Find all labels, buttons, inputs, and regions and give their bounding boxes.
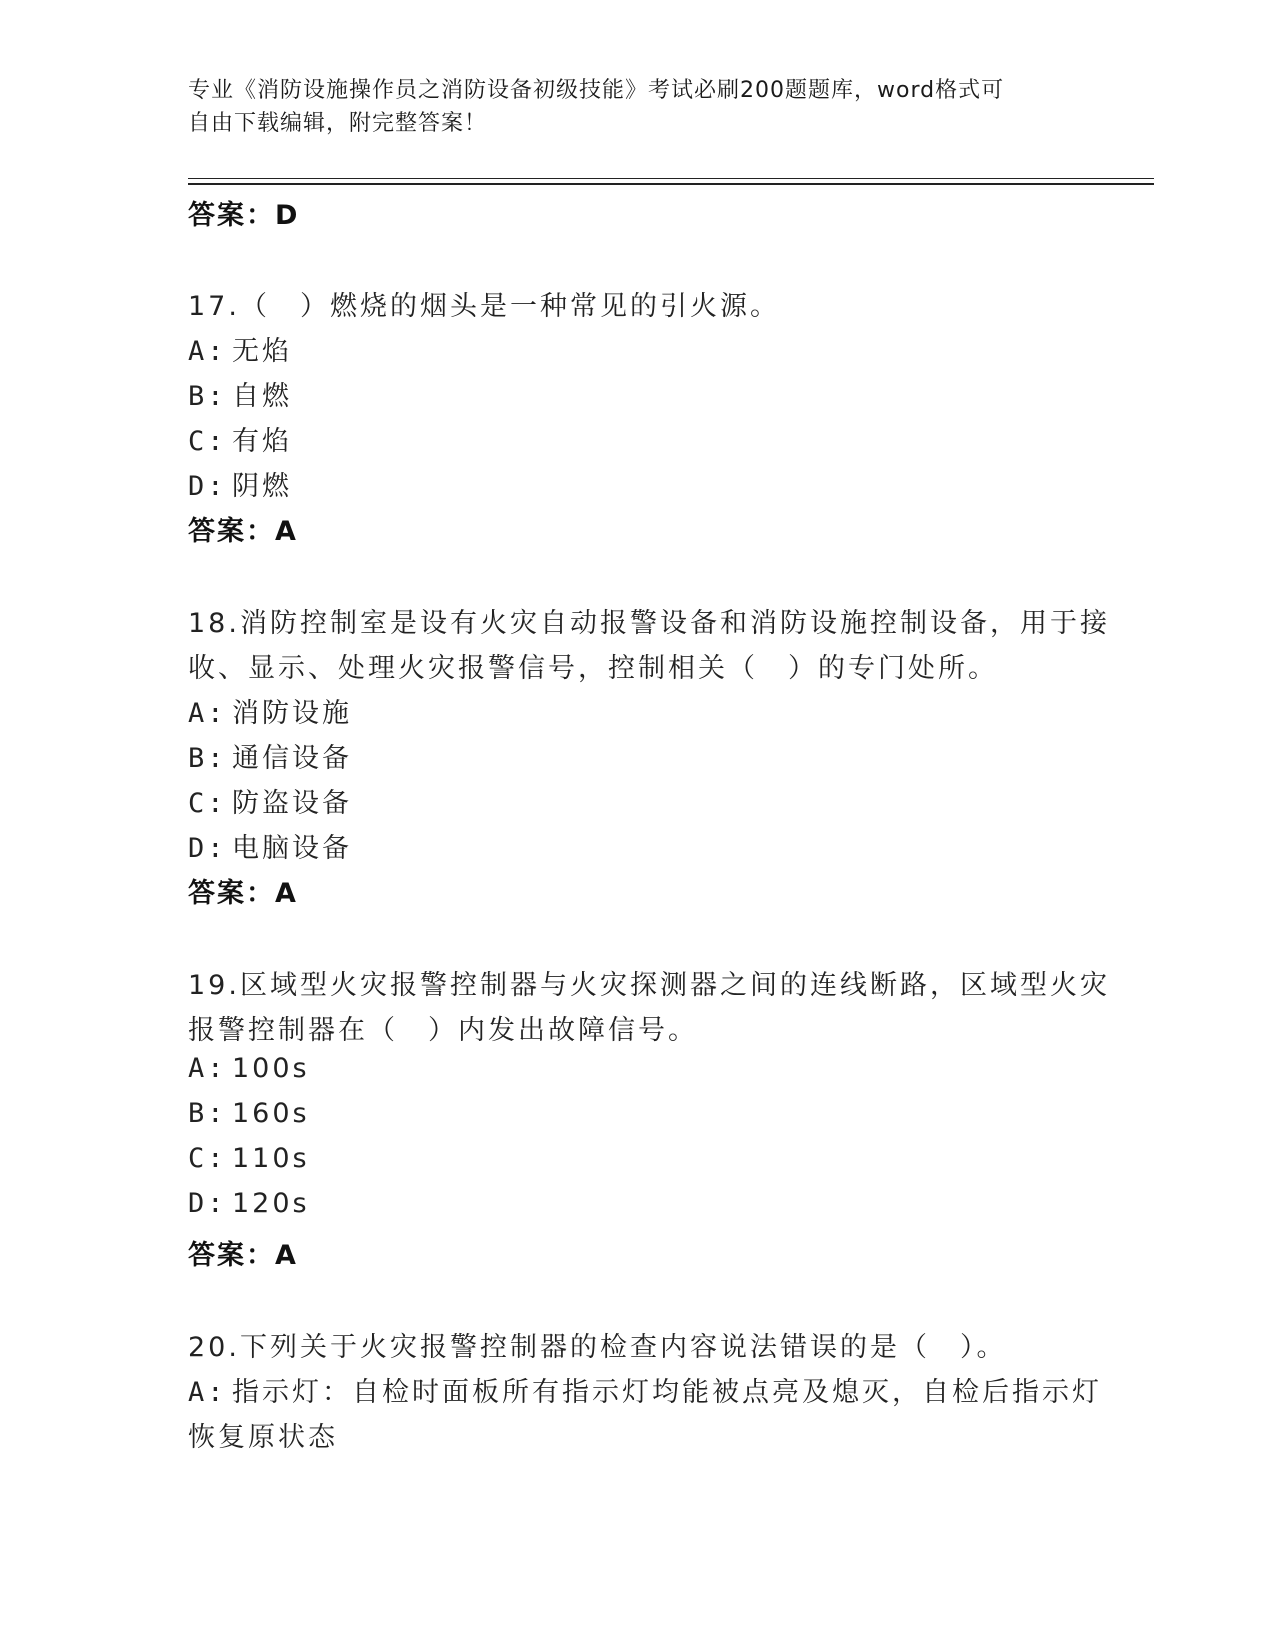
question-17-option-c: C: 有焰 (188, 426, 292, 457)
question-17-answer: 答案：A (188, 516, 298, 547)
question-20-option-a-continued: 恢复原状态 (188, 1422, 338, 1453)
question-19-option-c: C: 110s (188, 1143, 310, 1174)
question-17-option-a: A: 无焰 (188, 336, 292, 367)
question-19-option-b: B: 160s (188, 1098, 310, 1129)
question-18-stem-line-1: 18.消防控制室是设有火灾自动报警设备和消防设施控制设备，用于接 (188, 608, 1110, 639)
question-20-option-a: A: 指示灯：自检时面板所有指示灯均能被点亮及熄灭，自检后指示灯 (188, 1377, 1102, 1408)
question-20-stem: 20.下列关于火灾报警控制器的检查内容说法错误的是（ ）。 (188, 1332, 1007, 1363)
question-19-stem-line-1: 19.区域型火灾报警控制器与火灾探测器之间的连线断路，区域型火灾 (188, 970, 1110, 1001)
document-header (188, 74, 1088, 140)
header-line-1: 专业《消防设施操作员之消防设备初级技能》考试必刷200题题库，word格式可 (188, 78, 1005, 103)
question-19-option-a: A: 100s (188, 1053, 310, 1084)
question-18-option-b: B: 通信设备 (188, 743, 352, 774)
question-19-option-d: D: 120s (188, 1188, 310, 1219)
header-divider-top (188, 178, 1154, 179)
question-19-answer: 答案：A (188, 1240, 298, 1271)
header-line-2: 自由下载编辑，附完整答案！ (188, 111, 488, 136)
previous-answer: 答案：D (188, 200, 300, 231)
question-17-option-d: D: 阴燃 (188, 471, 292, 502)
question-19-stem-line-2: 报警控制器在（ ）内发出故障信号。 (188, 1015, 698, 1046)
question-18-option-d: D: 电脑设备 (188, 833, 352, 864)
question-17-stem: 17.（ ）燃烧的烟头是一种常见的引火源。 (188, 291, 780, 322)
question-17-option-b: B: 自燃 (188, 381, 292, 412)
question-18-stem-line-2: 收、显示、处理火灾报警信号，控制相关（ ）的专门处所。 (188, 653, 998, 684)
question-18-option-c: C: 防盗设备 (188, 788, 352, 819)
header-divider-bottom (188, 183, 1154, 185)
question-18-option-a: A: 消防设施 (188, 698, 352, 729)
question-18-answer: 答案：A (188, 878, 298, 909)
